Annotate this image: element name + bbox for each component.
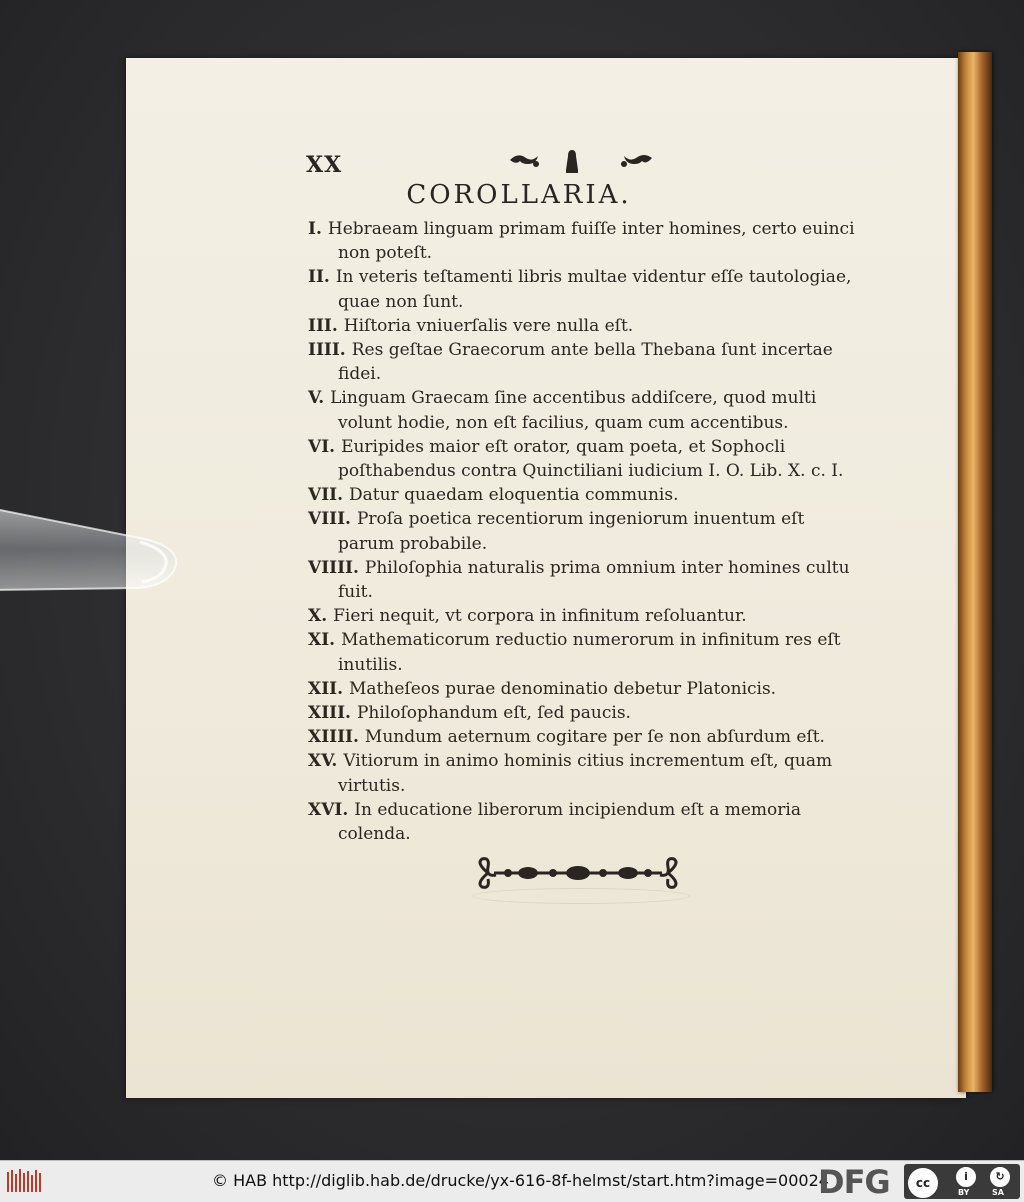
dfg-logo: DFG (818, 1163, 890, 1201)
page-number: XX (306, 152, 343, 178)
corollary-text: Hiſtoria vniuerſalis vere nulla eſt. (343, 315, 634, 336)
corollary-number: VIIII. (308, 557, 359, 578)
corollary-number: II. (308, 267, 330, 288)
ornament-vignette-icon (506, 146, 656, 176)
corollary-text: Datur quaedam eloquentia communis. (349, 485, 679, 506)
share-alike-icon: ↻ (990, 1167, 1010, 1187)
corollary-number: X. (308, 606, 328, 627)
corollary-item (308, 507, 856, 555)
corollary-item (308, 483, 856, 507)
corollary-item (308, 701, 856, 725)
corollary-text: Vitiorum in animo hominis citius incrementum eſt, quam virtutis. (338, 751, 833, 796)
corollary-text: Res geſtae Graecorum ante bella Thebana ſunt incertae fidei. (338, 340, 833, 385)
corollary-text: Mathematicorum reductio numerorum in infinitum res eſt inutilis. (338, 630, 841, 675)
license-sa-label: SA (992, 1188, 1004, 1197)
corollary-item (308, 798, 856, 846)
creative-commons-icon: cc (908, 1168, 938, 1198)
corollary-item (308, 677, 856, 701)
corollary-text: Linguam Graecam ſine accentibus addiſcere, quod multi volunt hodie, non eſt facilius, quam cum accentibus. (330, 388, 817, 433)
corollaria-list (308, 217, 856, 846)
corollary-item (308, 314, 856, 338)
footer-credit-link[interactable]: © HAB http://diglib.hab.de/drucke/yx-616-8f-helmst/start.htm?image=00024 (212, 1171, 829, 1190)
corollary-number: XII. (308, 678, 344, 699)
corollary-number: V. (308, 388, 325, 409)
license-badge[interactable] (904, 1164, 1020, 1199)
corollary-item (308, 628, 856, 676)
corollary-text: In veteris teſtamenti libris multae videntur eſſe tautologiae, quae non ſunt. (335, 267, 852, 312)
corollary-number: III. (308, 315, 338, 336)
corollary-number: XIIII. (308, 727, 359, 748)
corollary-number: XV. (308, 751, 338, 772)
corollary-text: Philoſophia naturalis prima omnium inter homines cultu fuit. (338, 557, 850, 603)
corollary-number: IIII. (308, 340, 346, 361)
corollary-number: XIII. (308, 703, 351, 724)
corollary-item (308, 338, 856, 386)
footer-bar (0, 1160, 1024, 1202)
corollary-item (308, 556, 856, 604)
ornament-rule-icon (468, 856, 688, 890)
corollary-text: Hebraeam linguam primam fuiſſe inter homines, certo euinci non poteſt. (327, 219, 855, 264)
corollary-text: Euripides maior eſt orator, quam poeta, et Sophocli poſthabendus contra Quinctiliani iudicium I. O. Lib. X. c. I. (338, 436, 844, 482)
license-by-label: BY (958, 1188, 970, 1197)
corollary-text: Proſa poetica recentiorum ingeniorum inuentum eſt parum probabile. (338, 509, 805, 554)
corollary-number: VII. (308, 485, 344, 506)
corollary-text: Mundum aeternum cogitare per ſe non abſurdum eſt. (364, 727, 825, 748)
corollary-number: VIII. (308, 509, 351, 530)
barcode-icon (6, 1168, 42, 1194)
glass-page-holder (0, 500, 180, 600)
corollary-item (308, 217, 856, 265)
corollary-item (308, 725, 856, 749)
corollary-text: In educatione liberorum incipiendum eſt a memoria colenda. (338, 799, 801, 845)
show-through-ornament (472, 888, 690, 904)
corollary-text: Matheſeos purae denominatio debetur Platonicis. (349, 678, 777, 699)
corollary-number: VI. (308, 436, 336, 457)
corollary-text: Fieri nequit, vt corpora in infinitum reſoluantur. (333, 606, 747, 627)
corollary-item (308, 386, 856, 434)
corollary-item (308, 749, 856, 797)
page-heading: COROLLARIA. (406, 180, 632, 210)
corollary-number: XI. (308, 630, 336, 651)
corollary-number: I. (308, 219, 322, 239)
attribution-icon: i (956, 1167, 976, 1187)
corollary-text: Philoſophandum eſt, ſed paucis. (356, 703, 631, 724)
corollary-item (308, 604, 856, 628)
corollary-item (308, 435, 856, 483)
corollary-number: XVI. (308, 799, 349, 820)
corollary-item (308, 265, 856, 313)
